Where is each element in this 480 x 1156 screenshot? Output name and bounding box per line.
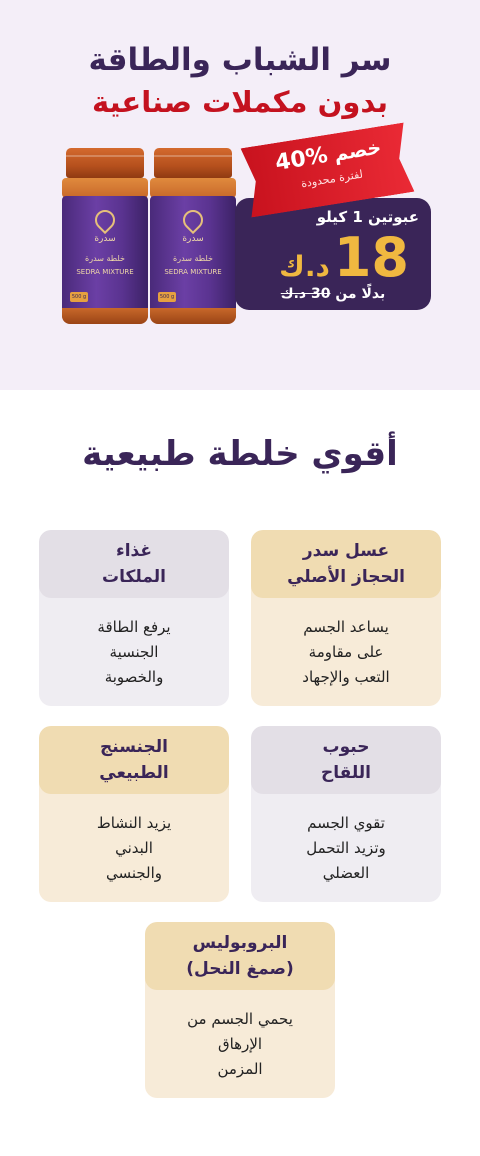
feature-card-description: يرفع الطاقة الجنسية والخصوبة <box>97 617 171 686</box>
feature-card-title: عسل سدر الحجاز الأصلي <box>251 530 441 598</box>
feature-card-title: الجنسنج الطبيعي <box>39 726 229 794</box>
features-title: أقوي خلطة طبيعية <box>82 434 398 474</box>
feature-card-bee-pollen <box>251 726 441 902</box>
feature-card-title: غذاء الملكات <box>39 530 229 598</box>
hero-banner <box>0 0 480 390</box>
offer-title: عبوتين 1 كيلو <box>316 208 419 226</box>
discount-label: خصم <box>332 136 383 166</box>
jar-label-ar: خلطة سدرة <box>173 254 213 263</box>
price-value: 18 <box>333 226 409 289</box>
feature-card-ginseng <box>39 726 229 902</box>
jar-label-en: SEDRA MIXTURE <box>164 268 222 276</box>
feature-card-description: يساعد الجسم على مقاومة التعب والإجهاد <box>302 617 390 686</box>
feature-card-royal-jelly <box>39 530 229 706</box>
jar-weight: 500 g <box>71 294 87 300</box>
feature-card-title: البروبوليس (صمغ النحل) <box>145 922 335 990</box>
discount-note: لفترة محدودة <box>300 167 364 191</box>
old-price-value: 30 د.ك <box>280 286 331 302</box>
feature-card-description: يزيد النشاط البدني والجنسي <box>96 813 172 882</box>
hero-headline: سر الشباب والطاقة <box>88 42 392 78</box>
feature-card-title: حبوب اللقاح <box>251 726 441 794</box>
jar-label-en: SEDRA MIXTURE <box>76 268 134 276</box>
feature-card-propolis <box>145 922 335 1098</box>
jar-brand: سدرة <box>94 234 116 244</box>
jar-label-ar: خلطة سدرة <box>85 254 125 263</box>
jar-weight: 500 g <box>159 294 175 300</box>
product-jar-left <box>62 148 148 324</box>
old-price <box>247 286 419 302</box>
jar-brand: سدرة <box>182 234 204 244</box>
hero-subheadline: بدون مكملات صناعية <box>91 85 389 119</box>
feature-card-sidr-honey <box>251 530 441 706</box>
jar-lid <box>66 148 144 178</box>
jar-lid <box>154 148 232 178</box>
feature-card-description: يحمي الجسم من الإرهاق المزمن <box>187 1009 293 1078</box>
price-currency: د.ك <box>279 250 330 283</box>
old-price-prefix: بدلًا من <box>335 286 386 302</box>
feature-card-description: تقوي الجسم وتزيد التحمل العضلي <box>306 813 386 882</box>
product-jar-right <box>150 148 236 324</box>
discount-percent: 40% <box>273 142 330 176</box>
